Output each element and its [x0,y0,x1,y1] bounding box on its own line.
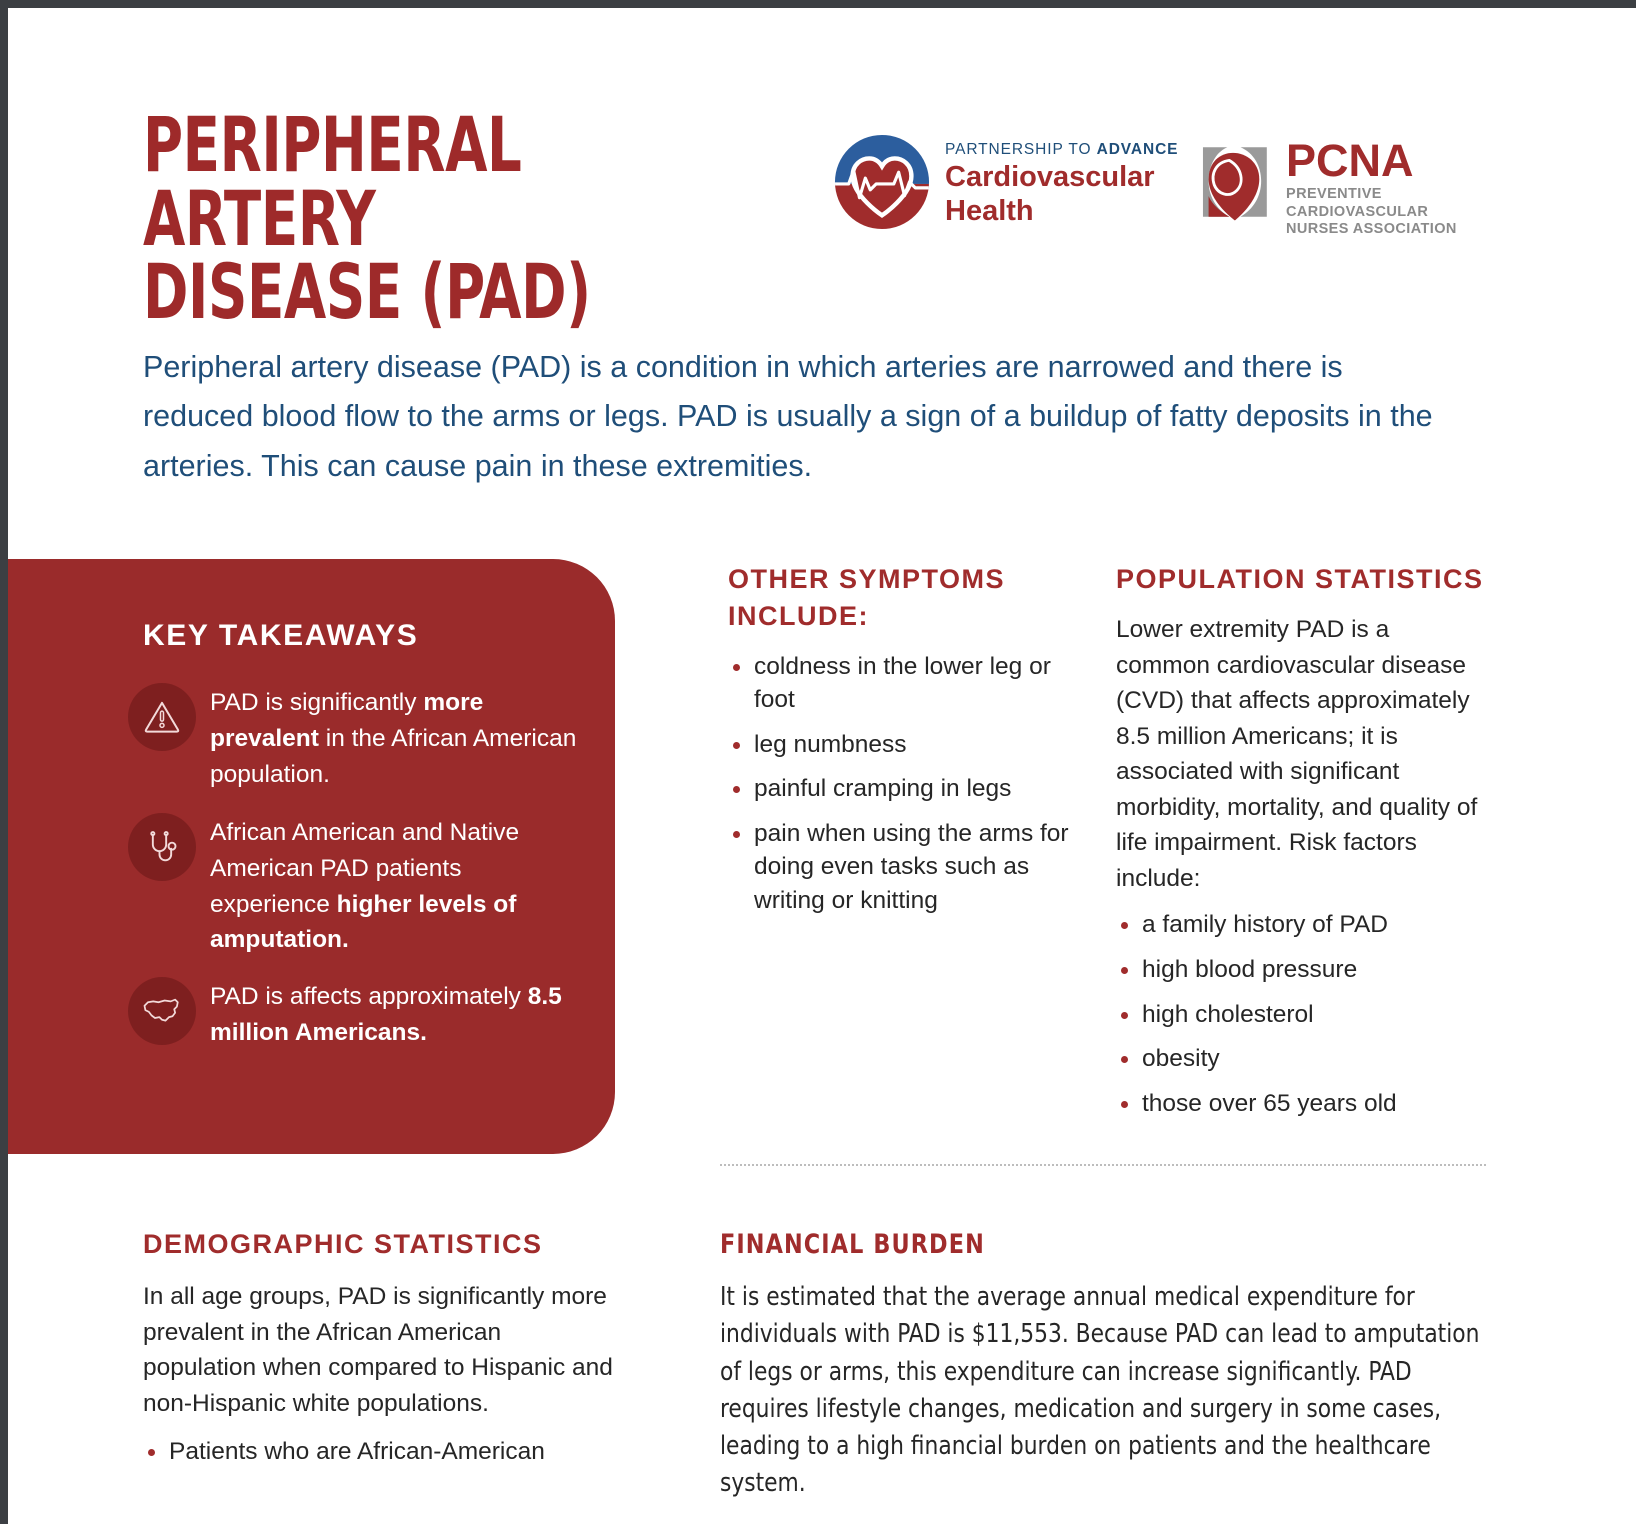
document-header [8,8,1636,337]
pcna-subtitle [1286,186,1486,239]
page-title: PERIPHERAL ARTERY DISEASE (PAD) [143,100,591,337]
list-item: those over 65 years old [1116,1087,1486,1121]
list-item: pain when using the arms for doing even tasks such as writing or knitting [728,817,1080,918]
pach-tagline: PARTNERSHIP TO ADVANCE [945,141,1179,158]
section-population-statistics [1116,561,1486,1131]
risk-factors-list [1116,908,1486,1120]
section-divider [720,1164,1486,1168]
key-takeaway-item [128,977,588,1051]
pcna-subtitle-line2: NURSES ASSOCIATION [1286,221,1457,238]
financial-burden-heading: FINANCIAL BURDEN [720,1229,985,1260]
key-takeaway-text: African American and Native American PAD patients experience higher levels of amputation. [210,819,520,954]
list-item: painful cramping in legs [728,772,1080,806]
pcna-wordmark [1286,135,1486,239]
list-item: high blood pressure [1116,953,1486,987]
population-statistics-body: Lower extremity PAD is a common cardiovascular disease (CVD) that affects approximately 8.5 million Americans; it is associated with significant morbidity, mortality, and quality of life impairment. Risk factors include: [1116,616,1478,892]
stethoscope-icon [128,813,196,881]
pach-name-line2: Health [945,195,1034,228]
demographic-statistics-body: In all age groups, PAD is significantly more prevalent in the African American population when compared to Hispanic and non-Hispanic white populations. [143,1283,613,1417]
section-other-symptoms [728,561,1080,928]
warning-triangle-icon [128,683,196,751]
demographic-statistics-heading: DEMOGRAPHIC STATISTICS [143,1229,543,1259]
document-page [8,8,1636,1524]
key-takeaway-item [128,683,588,792]
key-takeaway-text: PAD is significantly more prevalent in the African American population. [210,689,577,788]
list-item: a family history of PAD [1116,908,1486,942]
list-item: obesity [1116,1042,1486,1076]
heart-ekg-circle-icon [833,133,931,231]
pach-name-line1: Cardiovascular [945,161,1155,193]
us-map-icon [128,977,196,1045]
window-chrome-top [0,0,1636,8]
other-symptoms-list [728,650,1080,918]
pcna-heart-mark-icon [1186,136,1280,228]
population-statistics-heading: POPULATION STATISTICS [1116,564,1484,594]
pcna-acronym: PCNA [1286,135,1414,186]
key-takeaway-text: PAD is affects approximately 8.5 million Americans. [210,983,562,1046]
window-chrome-left [0,0,8,1524]
list-item: coldness in the lower leg or foot [728,650,1080,717]
intro-paragraph: Peripheral artery disease (PAD) is a condition in which arteries are narrowed and there is reduced blood flow to the arms or legs. PAD is usually a sign of a buildup of fatty deposits in the arteries. This can cause pain in these extremities. [143,350,1433,483]
list-item: leg numbness [728,728,1080,762]
section-financial-burden [720,1226,1490,1503]
key-takeaways-panel [8,559,615,1154]
list-item: Patients who are African-American [143,1435,613,1469]
logo-pcna [1186,135,1486,238]
pach-wordmark [945,141,1179,228]
list-item: high cholesterol [1116,998,1486,1032]
other-symptoms-heading: OTHER SYMPTOMS INCLUDE: [728,564,1006,632]
section-demographic-statistics [143,1226,613,1480]
pcna-subtitle-line1: PREVENTIVE CARDIOVASCULAR [1286,186,1429,220]
demographic-statistics-list [143,1435,613,1469]
financial-burden-body: It is estimated that the average annual medical expenditure for individuals with PAD is $11,553. Because PAD can lead to amputation of legs or arms, this expenditure can increase significantly. PAD requires lifestyle changes, medication and surgery in some cases, leading to a high financial burden on patients and the healthcare system. [720,1282,1480,1499]
logo-partnership-to-advance-cardiovascular-health [833,133,1179,231]
key-takeaways-heading: KEY TAKEAWAYS [143,619,419,652]
key-takeaway-item [128,813,588,958]
